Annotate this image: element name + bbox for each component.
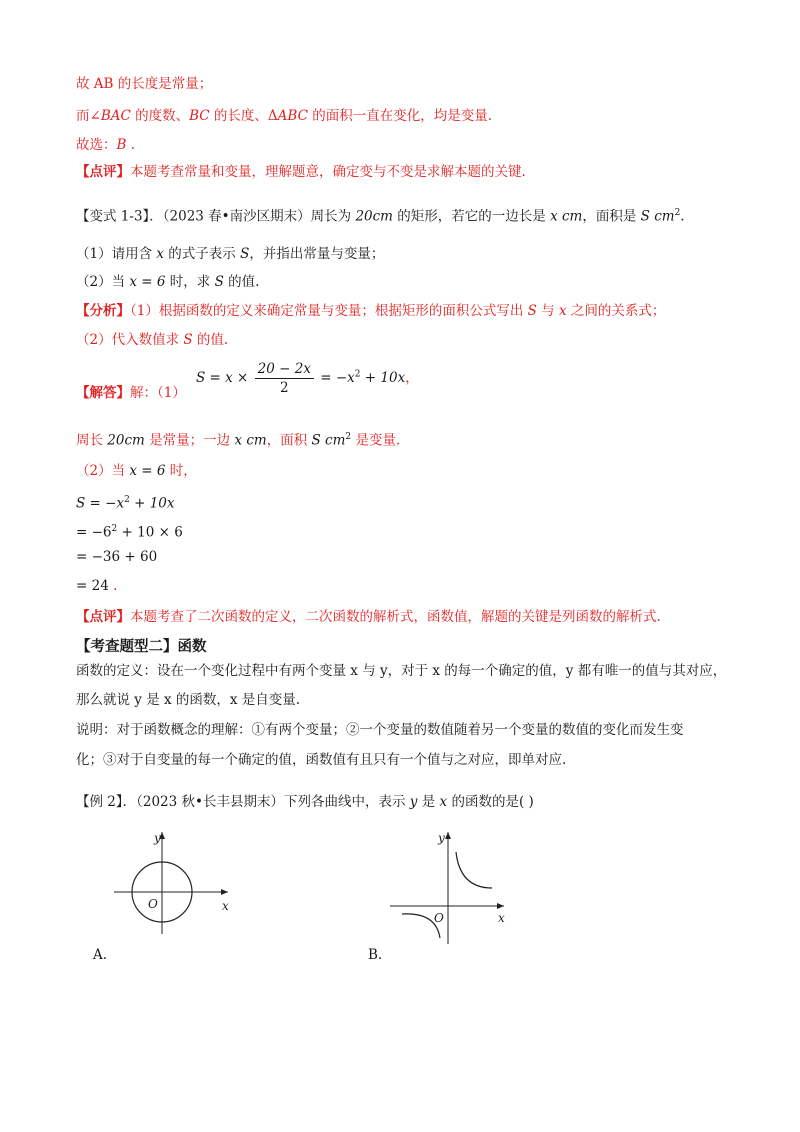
y-label: y bbox=[154, 831, 161, 845]
calc-line-1: $S = -x^2 + 10x$ bbox=[76, 495, 175, 512]
graph-a-circle bbox=[110, 826, 250, 936]
calc-line-2: = $-6^2 + 10 \times 6$ bbox=[76, 524, 183, 541]
part-2-line: （2）当 x = 6 时， bbox=[76, 463, 197, 479]
example-2-heading: 【例 2】．（2023 秋•长丰县期末）下列各曲线中，表示 y 是 x 的函数的是( ) bbox=[76, 794, 534, 810]
x-axis-arrow bbox=[497, 903, 504, 909]
variant-problem-heading: 【变式 1-3】．（2023 春•南沙区期末）周长为 20cm 的矩形，若它的一边长是 x cm，面积是 S $cm^2$. bbox=[76, 208, 685, 225]
origin-label: O bbox=[434, 911, 444, 925]
question-2: （2）当 x = 6 时，求 S 的值. bbox=[76, 274, 260, 290]
x-label: x bbox=[222, 899, 229, 913]
explanation-line-2: 化；③对于自变量的每一个确定的值，函数值有且只有一个值与之对应，即单对应. bbox=[76, 752, 567, 768]
hyperbola-branch-upper bbox=[456, 852, 492, 888]
solution-label: 【解答】解：（1） bbox=[76, 385, 186, 401]
section-title: 【考查题型二】函数 bbox=[76, 638, 207, 655]
review-line-1: 【点评】本题考查常量和变量，理解题意，确定变与不变是求解本题的关键. bbox=[76, 164, 526, 180]
y-label: y bbox=[438, 831, 445, 845]
x-axis-arrow bbox=[221, 889, 228, 895]
graph-b-hyperbola bbox=[380, 826, 520, 946]
calc-line-3: = −36 + 60 bbox=[76, 549, 158, 565]
definition-line-1: 函数的定义：设在一个变化过程中有两个变量 x 与 y，对于 x 的每一个确定的值，y 都有唯一的值与其对应， bbox=[76, 663, 727, 679]
calc-line-4: = 24 . bbox=[76, 578, 118, 594]
option-a-label: A. bbox=[93, 947, 108, 963]
analysis-line-1: 【分析】（1）根据函数的定义来确定常量与变量；根据矩形的面积公式写出 S 与 x 之间的关系式； bbox=[76, 303, 666, 319]
analysis-line-2: （2）代入数值求 S 的值. bbox=[76, 332, 229, 348]
question-1: （1）请用含 x 的式子表示 S，并指出常量与变量； bbox=[76, 246, 385, 262]
answer-choice-line: 故选：B . bbox=[76, 137, 136, 153]
solution-formula: S = x × $\frac{20 - 2x}{2}$ = $-x^2 + 10x$， bbox=[196, 361, 419, 396]
definition-line-2: 那么就说 y 是 x 的函数，x 是自变量. bbox=[76, 692, 301, 708]
review-line-2: 【点评】本题考查了二次函数的定义，二次函数的解析式，函数值，解题的关键是列函数的解析式. bbox=[76, 609, 661, 625]
constants-variables-line: 周长 20cm 是常量；一边 x cm，面积 S $cm^2$ 是变量. bbox=[76, 432, 401, 449]
x-label: x bbox=[498, 911, 505, 925]
explanation-line-1: 说明：对于函数概念的理解：①有两个变量；②一个变量的数值随着另一个变量的数值的变化而发生变 bbox=[76, 722, 684, 738]
conclusion-line-1: 故 AB 的长度是常量； bbox=[76, 76, 213, 92]
conclusion-line-2: 而∠BAC 的度数、BC 的长度、ΔABC 的面积一直在变化，均是变量. bbox=[76, 108, 493, 124]
fraction: $\frac{20 - 2x}{2}$ bbox=[255, 360, 314, 397]
y-axis-arrow bbox=[445, 832, 451, 839]
origin-label: O bbox=[148, 897, 158, 911]
option-b-label: B. bbox=[368, 947, 383, 963]
